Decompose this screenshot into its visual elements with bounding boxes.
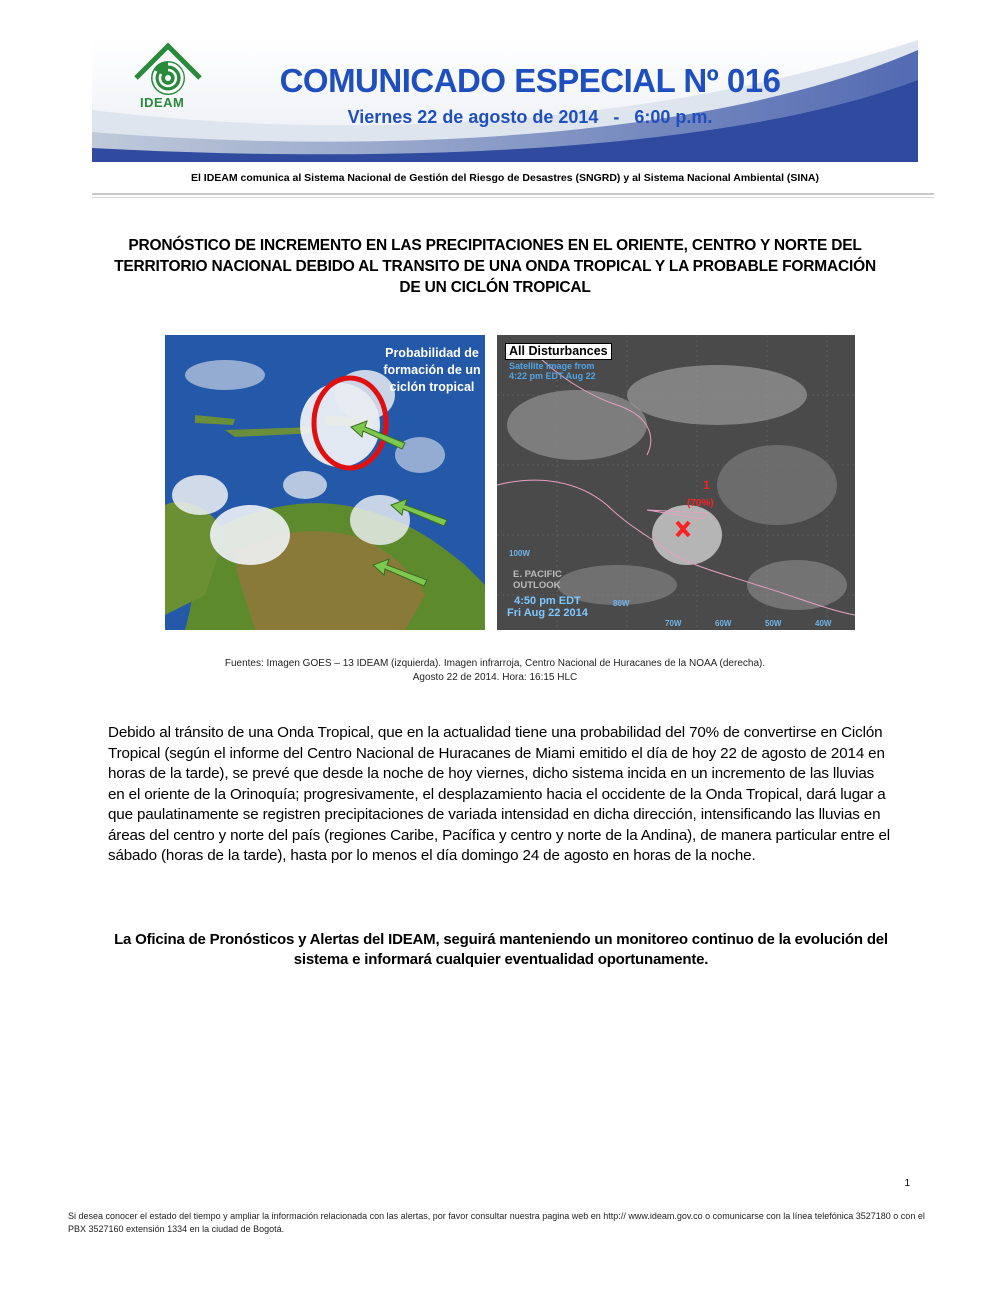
time-line-1: 4:50 pm EDT	[514, 595, 581, 607]
epac-line-2: OUTLOOK	[513, 580, 561, 591]
divider	[92, 197, 934, 198]
all-disturbances-label: All Disturbances	[505, 343, 612, 360]
headline: PRONÓSTICO DE INCREMENTO EN LAS PRECIPITACIONES EN EL ORIENTE, CENTRO Y NORTE DEL TERRITORIO NACIONAL DEBIDO AL TRANSITO DE UNA ONDA TROPICAL Y LA PROBABLE FORMACIÓN DE UN CICLÓN TROPICAL	[114, 237, 876, 296]
image-caption	[150, 657, 840, 685]
epac-line-1: E. PACIFIC	[513, 569, 562, 580]
time-line-2: Fri Aug 22 2014	[507, 607, 588, 619]
page-number: 1	[904, 1178, 910, 1189]
sat-line-2: 4:22 pm EDT Aug 22	[509, 371, 596, 381]
lon-label: 80W	[613, 599, 630, 608]
disturbance-number: 1	[703, 478, 710, 492]
satellite-image-left	[165, 335, 485, 630]
header-banner	[92, 40, 918, 162]
satellite-image-right	[497, 335, 855, 630]
lon-label: 50W	[765, 619, 782, 628]
intro-line: El IDEAM comunica al Sistema Nacional de Gestión del Riesgo de Desastres (SNGRD) y al Sistema Nacional Ambiental (SINA)	[190, 172, 820, 184]
lon-label: 40W	[815, 619, 832, 628]
lon-label: 70W	[665, 619, 682, 628]
caption-line-1: Fuentes: Imagen GOES – 13 IDEAM (izquierda). Imagen infrarroja, Centro Nacional de Huracanes de la NOAA (derecha).	[224, 658, 766, 669]
issue-time	[507, 595, 588, 619]
lon-label: 60W	[715, 619, 732, 628]
divider	[92, 193, 934, 195]
e-pacific-outlook	[513, 569, 562, 591]
closing-statement: La Oficina de Pronósticos y Alertas del IDEAM, seguirá manteniendo un monitoreo continuo de la evolución del sistema e informará cualquier eventualidad oportunamente.	[114, 931, 888, 968]
probability-percentage: (70%)	[687, 498, 714, 509]
body-paragraph: Debido al tránsito de una Onda Tropical, que en la actualidad tiene una probabilidad del 70% de convertirse en Ciclón Tropical (según el informe del Centro Nacional de Huracanes de Miami emitido el día de hoy 22 de agosto de 2014 en horas de la tarde), se prevé que desde la noche de hoy viernes, dicho sistema incida en un incremento de las lluvias en el oriente de la Orinoquía; progresivamente, el desplazamiento hacia el occidente de la Onda Tropical, dará lugar a que paulatinamente se registren precipitaciones de variada intensidad en dicha dirección, intensificando las lluvias en áreas del centro y norte del país (regiones Caribe, Pacífica y centro y norte de la Andina), de manera particular entre el sábado (horas de la tarde), hasta por lo menos el día domingo 24 de agosto en horas de la noche.	[108, 724, 891, 864]
document-title: COMUNICADO ESPECIAL Nº 016	[279, 62, 781, 99]
lon-label: 100W	[509, 549, 530, 558]
logo-text: IDEAM	[140, 95, 185, 110]
document-date: Viernes 22 de agosto de 2014 - 6:00 p.m.	[347, 107, 713, 127]
cyclone-probability-label: Probabilidad de formación de un ciclón tropical	[383, 346, 481, 394]
satellite-timestamp	[509, 361, 596, 381]
footer-note: Si desea conocer el estado del tiempo y ampliar la información relacionada con las alertas, por favor consultar nuestra pagina web en http:// www.ideam.gov.co o comunicarse con la línea telefónica 3527180 o con el PBX 3527160 extensión 1334 en la ciudad de Bogotá.	[68, 1211, 925, 1234]
sat-line-1: Satellite image from	[509, 361, 595, 371]
caption-line-2: Agosto 22 de 2014. Hora: 16:15 HLC	[412, 672, 578, 683]
